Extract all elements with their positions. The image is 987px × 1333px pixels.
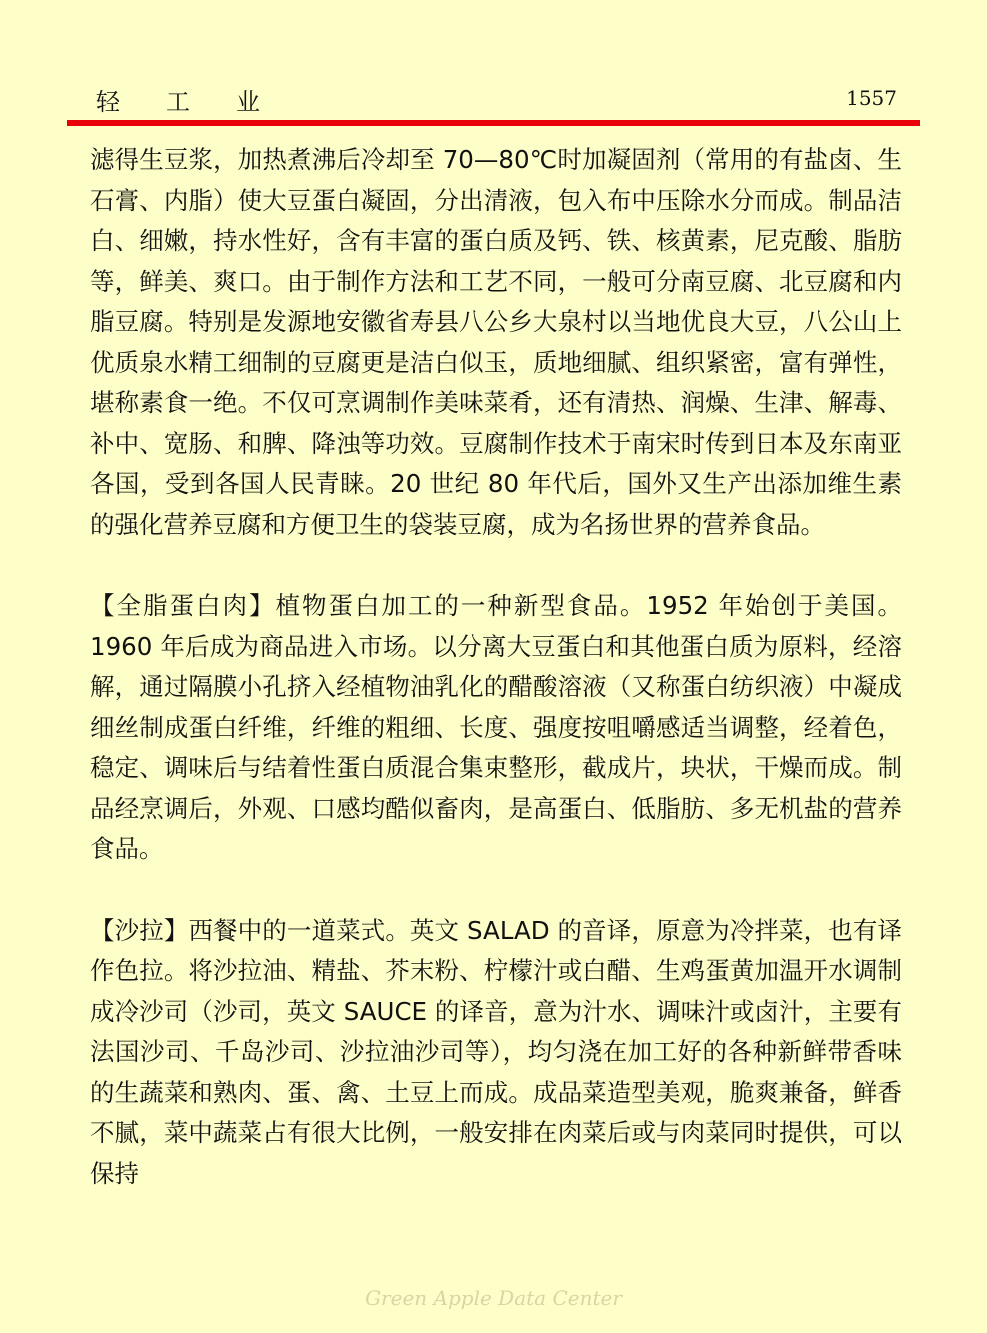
page-number: 1557 <box>846 86 897 110</box>
running-head-category: 轻工业 <box>96 88 306 116</box>
header-rule <box>67 120 920 126</box>
watermark: Green Apple Data Center <box>365 1286 622 1310</box>
page-header <box>90 82 897 122</box>
paragraph-soy-protein-meat: 【全脂蛋白肉】植物蛋白加工的一种新型食品。1952 年始创于美国。1960 年后成为商品进入市场。以分离大豆蛋白和其他蛋白质为原料，经溶解，通过隔膜小孔挤入经植物油乳化的醋酸溶液（又称蛋白纺织液）中凝成细丝制成蛋白纤维，纤维的粗细、长度、强度按咀嚼感适当调整，经着色，稳定、调味后与结着性蛋白质混合集束整形，截成片，块状，干燥而成。制品经烹调后，外观、口感均酷似畜肉，是高蛋白、低脂肪、多无机盐的营养食品。 <box>90 591 902 863</box>
paragraph-tofu: 滤得生豆浆，加热煮沸后冷却至 70—80℃时加凝固剂（常用的有盐卤、生石膏、内脂）使大豆蛋白凝固，分出清液，包入布中压除水分而成。制品洁白、细嫩，持水性好，含有丰富的蛋白质及钙、铁、核黄素，尼克酸、脂肪等，鲜美、爽口。由于制作方法和工艺不同，一般可分南豆腐、北豆腐和内脂豆腐。特别是发源地安徽省寿县八公乡大泉村以当地优良大豆，八公山上优质泉水精工细制的豆腐更是洁白似玉，质地细腻、组织紧密，富有弹性，堪称素食一绝。不仅可烹调制作美味菜肴，还有清热、润燥、生津、解毒、补中、宽肠、和脾、降浊等功效。豆腐制作技术于南宋时传到日本及东南亚各国，受到各国人民青睐。20 世纪 80 年代后，国外又生产出添加维生素的强化营养豆腐和方便卫生的袋装豆腐，成为名扬世界的营养食品。 <box>90 145 902 539</box>
paragraph-salad: 【沙拉】西餐中的一道菜式。英文 SALAD 的音译，原意为冷拌菜，也有译作色拉。将沙拉油、精盐、芥末粉、柠檬汁或白醋、生鸡蛋黄加温开水调制成冷沙司（沙司，英文 SAUCE 的译音，意为汁水、调味汁或卤汁，主要有法国沙司、千岛沙司、沙拉油沙司等），均匀浇在加工好的各种新鲜带香味的生蔬菜和熟肉、蛋、禽、土豆上而成。成品菜造型美观，脆爽兼备，鲜香不腻，菜中蔬菜占有很大比例，一般安排在肉菜后或与肉菜同时提供，可以保持 <box>90 915 902 1188</box>
page-body <box>90 140 902 1194</box>
